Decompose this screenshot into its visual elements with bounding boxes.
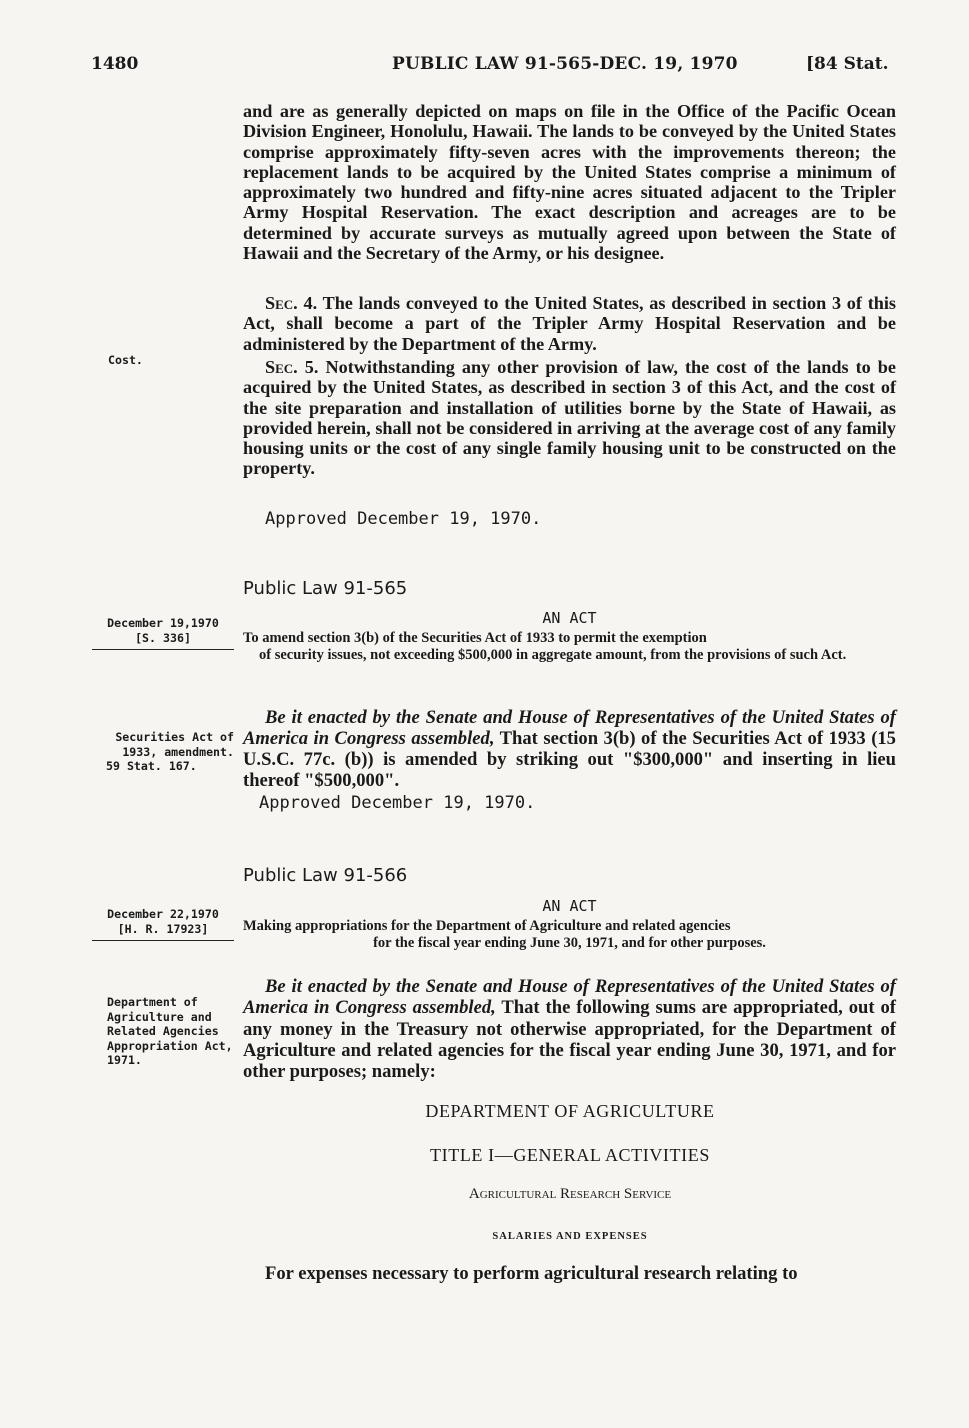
enacting-clause-2-italic: Be it enacted by the Senate and House of Representatives of the United States of America in Congress assembled, — [243, 976, 896, 1019]
title-i-heading: TITLE I—GENERAL ACTIVITIES — [430, 1145, 710, 1165]
act-summary-2-first: Making appropriations for the Department of Agriculture and related agencies — [243, 918, 731, 934]
section-4-label: Sec. 4. — [265, 293, 318, 313]
approved-date-2: Approved December 19, 1970. — [259, 793, 536, 813]
section-5-label: Sec. 5. — [265, 357, 319, 377]
running-title: PUBLIC LAW 91-565-DEC. 19, 1970 — [392, 54, 738, 74]
margin-dept-line-3: Related Agencies — [107, 1024, 219, 1038]
margin-dept-note — [107, 995, 237, 1068]
margin-date-2: December 22,1970 — [107, 907, 219, 921]
section-4-text: The lands conveyed to the United States, as described in section 3 of this Act, shall become a part of the Tripler Army Hospital Reservation and be administered by the Department of the Army. — [243, 293, 897, 354]
margin-securities-note — [90, 730, 234, 774]
act-summary-2 — [243, 918, 896, 951]
margin-rule-2 — [92, 940, 234, 941]
section-4 — [243, 293, 896, 354]
margin-securities-line-2: 1933, amendment. — [122, 744, 234, 759]
page-number: 1480 — [91, 54, 139, 74]
margin-securities-line-3: 59 Stat. 167. — [106, 759, 197, 773]
margin-dept-line-5: 1971. — [107, 1053, 142, 1067]
department-heading: DEPARTMENT OF AGRICULTURE — [425, 1101, 715, 1121]
an-act-heading-1: AN ACT — [542, 609, 597, 627]
service-heading: Agricultural Research Service — [468, 1186, 672, 1202]
act-summary-2-rest: for the fiscal year ending June 30, 1971, and for other purposes. — [373, 934, 766, 951]
margin-date-1: December 19,1970 — [107, 616, 219, 630]
section-5-text: Notwithstanding any other provision of law, the cost of the lands to be acquired by the United States, as described in section 3 of this Act, and the cost of the site preparation and installation of utilities borne by the State of Hawaii, as provided herein, shall not be considered in arriving at the average cost of any family housing units or the cost of any single family housing unit to be constructed on the property. — [243, 357, 896, 479]
enacting-clause-1-text: That section 3(b) of the Securities Act of 1933 (15 U.S.C. 77c. (b)) is amended by striking out "$300,000" and inserting in lieu thereof "$500,000". — [243, 728, 896, 791]
margin-dept-line-1: Department of — [107, 995, 198, 1009]
enacting-clause-2 — [243, 976, 896, 1082]
salaries-heading: SALARIES AND EXPENSES — [492, 1231, 648, 1242]
margin-note-cost: Cost. — [108, 353, 143, 367]
margin-securities-line-1: Securities Act of — [115, 730, 234, 744]
public-law-91-565-title: Public Law 91-565 — [243, 578, 408, 599]
margin-dept-line-2: Agriculture and — [107, 1009, 212, 1024]
enacting-clause-1 — [243, 707, 896, 791]
margin-bill-2: [H. R. 17923] — [117, 922, 209, 936]
page-header — [0, 54, 969, 80]
section-5 — [243, 357, 896, 479]
act-summary-1-first: To amend section 3(b) of the Securities Act of 1933 to permit the exemption — [243, 630, 707, 646]
continuation-paragraph: and are as generally depicted on maps on file in the Office of the Pacific Ocean Division Engineer, Honolulu, Hawaii. The lands to be conveyed by the United States comprise approximately fifty-seven acres with the improvements thereon; the replacement lands to be acquired by the United States comprise a minimum of approximately two hundred and fifty-nine acres situated adjacent to the Tripler Army Hospital Reservation. The exact description and acreages are to be determined by accurate surveys as mutually agreed upon between the State of Hawaii and the Secretary of the Army, or his designee. — [243, 101, 896, 264]
act-summary-1 — [243, 630, 896, 663]
margin-dept-line-4: Appropriation Act, — [107, 1038, 233, 1053]
stat-reference: [84 Stat. — [806, 54, 889, 74]
an-act-heading-2: AN ACT — [542, 897, 597, 915]
public-law-91-566-title: Public Law 91-566 — [243, 865, 408, 886]
margin-rule-1 — [92, 649, 234, 650]
margin-bill-1: [S. 336] — [135, 631, 191, 645]
enacting-clause-1-italic: Be it enacted by the Senate and House of Representatives of the United States of America in Congress assembled, — [243, 707, 896, 749]
appropriation-text: For expenses necessary to perform agricultural research relating to — [265, 1263, 798, 1284]
approved-date-1: Approved December 19, 1970. — [265, 509, 542, 529]
act-summary-1-rest: of security issues, not exceeding $500,000 in aggregate amount, from the provisions of such Act. — [259, 646, 847, 663]
enacting-clause-2-text: That the following sums are appropriated, out of any money in the Treasury not otherwise appropriated, for the Department of Agriculture and related agencies for the fiscal year ending June 30, 1971, and for other purposes; namely: — [243, 997, 896, 1083]
